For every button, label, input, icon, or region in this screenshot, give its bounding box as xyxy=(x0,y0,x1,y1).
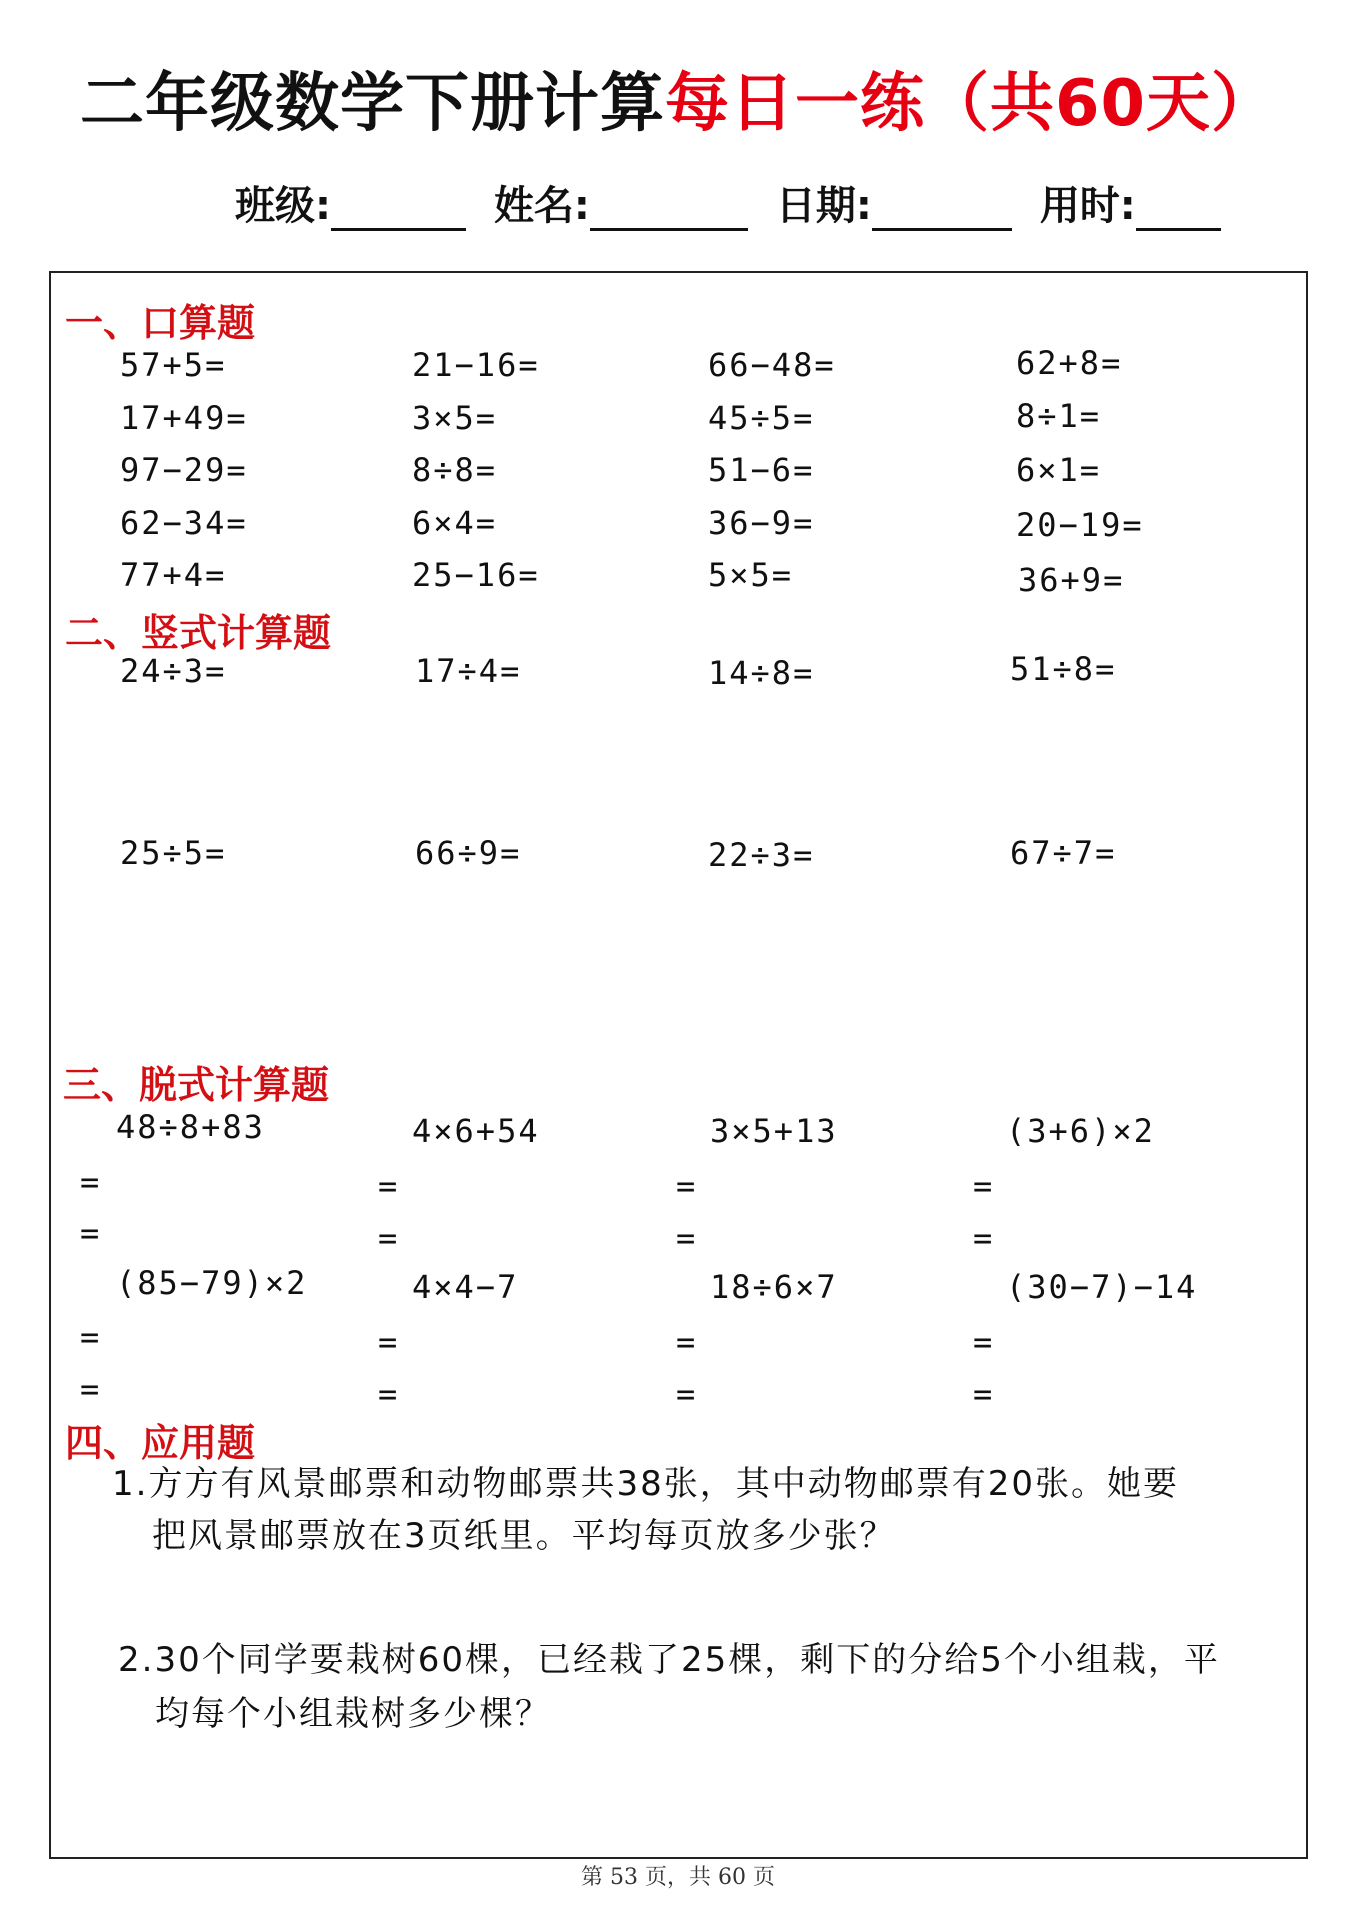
vertical-item: 66÷9= xyxy=(415,834,522,872)
oral-item: 77+4= xyxy=(120,556,227,594)
title-main: 二年级数学下册计算 xyxy=(79,67,665,141)
equals-sign: = xyxy=(378,1219,398,1257)
stepwise-expression: 3×5+13 xyxy=(710,1112,838,1150)
oral-item: 20−19= xyxy=(1016,506,1144,544)
section-word-problems-heading: 四、应用题 xyxy=(65,1420,256,1465)
oral-item: 5×5= xyxy=(708,556,794,594)
word-problem-2-line2: 均每个小组栽树多少棵？ xyxy=(155,1694,551,1734)
vertical-item: 25÷5= xyxy=(120,834,227,872)
oral-item: 57+5= xyxy=(120,346,227,384)
oral-item: 6×1= xyxy=(1016,451,1102,489)
equals-sign: = xyxy=(378,1375,398,1413)
equals-sign: = xyxy=(80,1163,100,1201)
name-label: 姓名: xyxy=(493,183,590,229)
oral-item: 17+49= xyxy=(120,399,248,437)
page-title xyxy=(0,52,1356,144)
equals-sign: = xyxy=(973,1167,993,1205)
vertical-item: 24÷3= xyxy=(120,652,227,690)
date-blank[interactable] xyxy=(872,190,1012,231)
vertical-item: 51÷8= xyxy=(1010,650,1117,688)
title-highlight: 每日一练（共60天） xyxy=(664,67,1277,141)
oral-item: 21−16= xyxy=(412,346,540,384)
oral-item: 25−16= xyxy=(412,556,540,594)
vertical-item: 14÷8= xyxy=(708,654,815,692)
oral-item: 66−48= xyxy=(708,346,836,384)
page-footer: 第 53 页，共 60 页 xyxy=(581,1865,775,1890)
equals-sign: = xyxy=(973,1323,993,1361)
equals-sign: = xyxy=(80,1214,100,1252)
name-blank[interactable] xyxy=(590,190,748,231)
equals-sign: = xyxy=(80,1370,100,1408)
equals-sign: = xyxy=(676,1323,696,1361)
section-stepwise-heading: 三、脱式计算题 xyxy=(63,1062,330,1107)
vertical-item: 17÷4= xyxy=(415,652,522,690)
equals-sign: = xyxy=(378,1167,398,1205)
vertical-item: 67÷7= xyxy=(1010,834,1117,872)
equals-sign: = xyxy=(378,1323,398,1361)
stepwise-expression: (30−7)−14 xyxy=(1006,1268,1198,1306)
stepwise-expression: 18÷6×7 xyxy=(710,1268,838,1306)
oral-item: 8÷1= xyxy=(1016,397,1102,435)
class-blank[interactable] xyxy=(331,190,466,231)
vertical-item: 22÷3= xyxy=(708,836,815,874)
word-problem-2-line1: 2.30个同学要栽树60棵，已经栽了25棵，剩下的分给5个小组栽，平 xyxy=(118,1640,1220,1680)
time-label: 用时: xyxy=(1039,183,1136,229)
class-label: 班级: xyxy=(235,183,331,229)
student-info-row xyxy=(235,174,1235,231)
equals-sign: = xyxy=(676,1167,696,1205)
stepwise-expression: 4×6+54 xyxy=(412,1112,540,1150)
equals-sign: = xyxy=(676,1219,696,1257)
oral-item: 97−29= xyxy=(120,451,248,489)
equals-sign: = xyxy=(973,1219,993,1257)
equals-sign: = xyxy=(973,1375,993,1413)
section-vertical-heading: 二、竖式计算题 xyxy=(65,610,332,655)
stepwise-expression: 4×4−7 xyxy=(412,1268,519,1306)
oral-item: 8÷8= xyxy=(412,451,498,489)
oral-item: 62−34= xyxy=(120,504,248,542)
equals-sign: = xyxy=(676,1375,696,1413)
oral-item: 62+8= xyxy=(1016,344,1123,382)
word-problem-1-line1: 1.方方有风景邮票和动物邮票共38张，其中动物邮票有20张。她要 xyxy=(112,1464,1179,1504)
stepwise-expression: 48÷8+83 xyxy=(116,1108,265,1146)
oral-item: 36+9= xyxy=(1018,561,1125,599)
equals-sign: = xyxy=(80,1318,100,1356)
oral-item: 51−6= xyxy=(708,451,815,489)
oral-item: 6×4= xyxy=(412,504,498,542)
word-problem-1-line2: 把风景邮票放在3页纸里。平均每页放多少张？ xyxy=(152,1516,896,1556)
stepwise-expression: (3+6)×2 xyxy=(1006,1112,1155,1150)
oral-item: 36−9= xyxy=(708,504,815,542)
oral-item: 45÷5= xyxy=(708,399,815,437)
date-label: 日期: xyxy=(775,183,872,229)
time-blank[interactable] xyxy=(1136,190,1221,231)
oral-item: 3×5= xyxy=(412,399,498,437)
stepwise-expression: (85−79)×2 xyxy=(116,1264,308,1302)
section-oral-heading: 一、口算题 xyxy=(65,300,256,345)
